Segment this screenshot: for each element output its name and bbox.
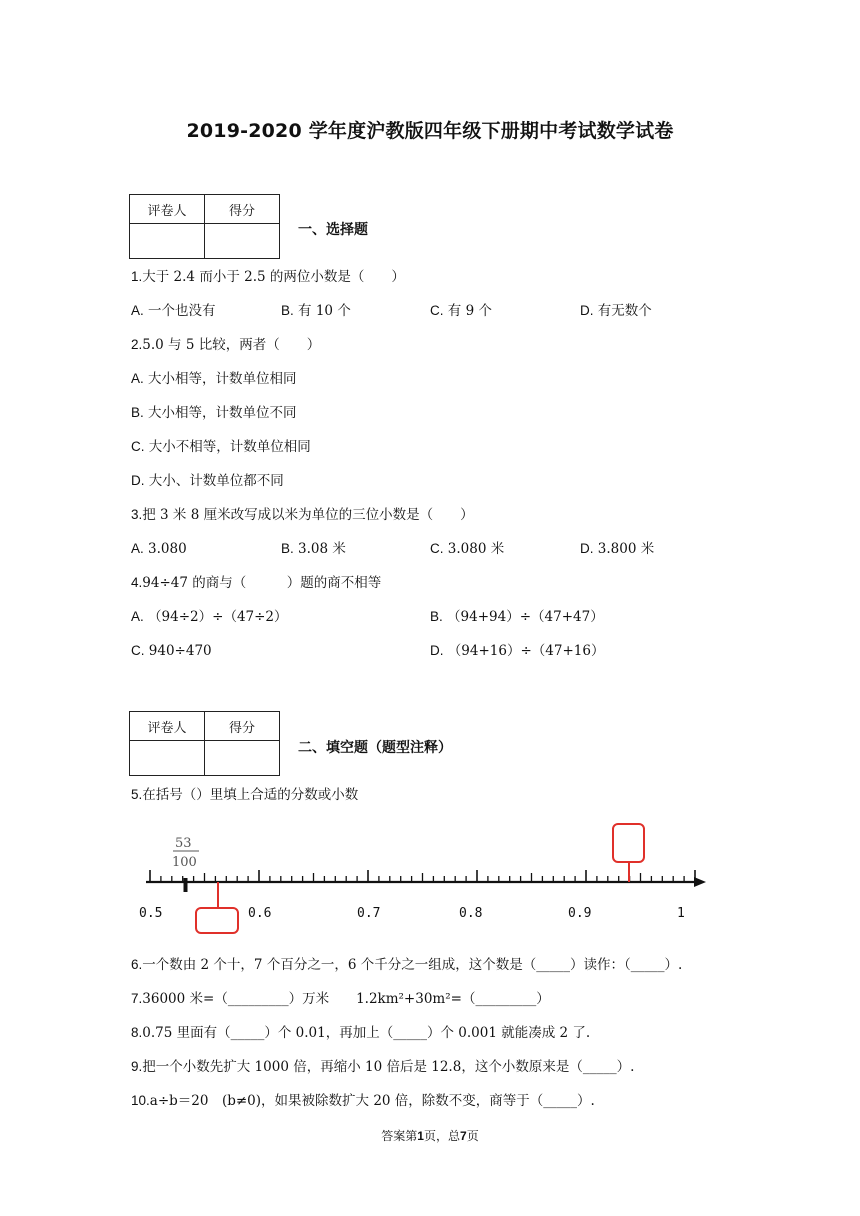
- score-cell[interactable]: [205, 224, 280, 259]
- q2-option-a[interactable]: A. 大小相等，计数单位相同: [131, 371, 297, 387]
- q1-option-d[interactable]: D. 有无数个: [580, 303, 652, 319]
- score-cell[interactable]: [205, 741, 280, 776]
- q2-option-c[interactable]: C. 大小不相等，计数单位相同: [131, 439, 311, 455]
- question-number: 10.: [131, 1093, 150, 1108]
- question-text: 5.0 与 5 比较，两者（ ）: [142, 337, 321, 353]
- question-5: [131, 786, 358, 804]
- q3-option-a[interactable]: A. 3.080: [131, 541, 187, 557]
- question-number: 5.: [131, 787, 143, 802]
- score-header: 得分: [205, 195, 280, 224]
- question-1: [131, 268, 405, 286]
- q4-option-d[interactable]: D. （94+16）÷（47+16）: [430, 643, 605, 659]
- answer-box-low[interactable]: [196, 908, 238, 933]
- question-number: 9.: [131, 1059, 143, 1074]
- question-text: 把一个小数先扩大 1000 倍，再缩小 10 倍后是 12.8，这个小数原来是（_____）.: [142, 1059, 635, 1075]
- question-text: 大于 2.4 而小于 2.5 的两位小数是（ ）: [142, 269, 405, 285]
- number-line-ticks: [150, 870, 695, 882]
- question-text: 0.75 里面有（_____）个 0.01，再加上（_____）个 0.001 就能凑成 2 了.: [142, 1025, 591, 1041]
- score-header: 得分: [205, 712, 280, 741]
- q2-option-d[interactable]: D. 大小、计数单位都不同: [131, 473, 284, 489]
- q1-option-b[interactable]: B. 有 10 个: [281, 303, 351, 319]
- question-3: [131, 506, 474, 524]
- fraction-numerator: 53: [175, 836, 192, 851]
- q1-option-a[interactable]: A. 一个也没有: [131, 303, 216, 319]
- fraction-denominator: 100: [172, 855, 197, 870]
- question-number: 7.: [131, 991, 143, 1006]
- number-line-label: 0.7: [357, 906, 381, 921]
- fraction-point-marker: [184, 878, 188, 892]
- score-box: [129, 711, 280, 776]
- answer-box-high[interactable]: [613, 824, 644, 862]
- number-line-label: 0.9: [568, 906, 592, 921]
- grader-header: 评卷人: [130, 712, 205, 741]
- question-text: a÷b＝20 (b≠0)，如果被除数扩大 20 倍，除数不变，商等于（_____）.: [149, 1093, 595, 1109]
- grader-cell[interactable]: [130, 224, 205, 259]
- grader-cell[interactable]: [130, 741, 205, 776]
- number-line-figure: [0, 820, 860, 940]
- question-text: 36000 米=（_________）万米 1.2km²+30m²=（_________）: [142, 991, 550, 1007]
- question-4: [131, 574, 381, 592]
- q3-option-b[interactable]: B. 3.08 米: [281, 541, 346, 557]
- question-number: 8.: [131, 1025, 143, 1040]
- section-title-fill-in: 二、填空题（题型注释）: [298, 740, 452, 756]
- number-line-label: 0.8: [459, 906, 483, 921]
- question-number: 3.: [131, 507, 143, 522]
- number-line-label: 0.6: [248, 906, 272, 921]
- question-number: 2.: [131, 337, 143, 352]
- number-line-label: 0.5: [139, 906, 163, 921]
- question-text: 把 3 米 8 厘米改写成以米为单位的三位小数是（ ）: [142, 507, 474, 523]
- question-10: [131, 1092, 595, 1110]
- question-number: 6.: [131, 957, 143, 972]
- number-line-label: 1: [677, 906, 685, 921]
- section-title-choice: 一、选择题: [298, 222, 368, 238]
- question-6: [131, 956, 682, 974]
- question-7: [131, 990, 550, 1008]
- total-pages: 7: [460, 1129, 467, 1143]
- q2-option-b[interactable]: B. 大小相等，计数单位不同: [131, 405, 297, 421]
- question-number: 1.: [131, 269, 143, 284]
- current-page: 1: [417, 1129, 424, 1143]
- page-footer: 答案第1页，总7页: [381, 1129, 479, 1143]
- q4-option-b[interactable]: B. （94+94）÷（47+47）: [430, 609, 604, 625]
- score-box: [129, 194, 280, 259]
- question-text: 一个数由 2 个十，7 个百分之一，6 个千分之一组成，这个数是（_____）读作：（_____）.: [142, 957, 683, 973]
- question-number: 4.: [131, 575, 143, 590]
- q3-option-d[interactable]: D. 3.800 米: [580, 541, 655, 557]
- number-line-arrow-icon: [694, 877, 706, 887]
- q4-option-a[interactable]: A. （94÷2）÷（47÷2）: [131, 609, 288, 625]
- question-2: [131, 336, 320, 354]
- q3-option-c[interactable]: C. 3.080 米: [430, 541, 505, 557]
- question-9: [131, 1058, 634, 1076]
- question-text: 94÷47 的商与（ ）题的商不相等: [142, 575, 382, 591]
- q4-option-c[interactable]: C. 940÷470: [131, 643, 212, 659]
- grader-header: 评卷人: [130, 195, 205, 224]
- question-8: [131, 1024, 590, 1042]
- page-title: 2019-2020 学年度沪教版四年级下册期中考试数学试卷: [186, 120, 674, 142]
- q1-option-c[interactable]: C. 有 9 个: [430, 303, 492, 319]
- question-text: 在括号（）里填上合适的分数或小数: [142, 787, 359, 803]
